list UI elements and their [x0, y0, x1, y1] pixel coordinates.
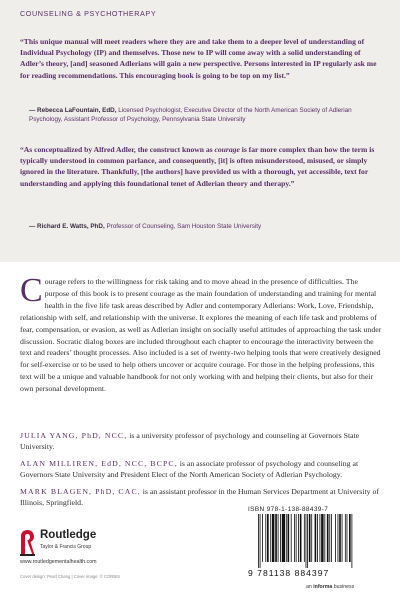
endorser-credentials-1: Licensed Psychologist, Executive Director of the North American Society of Adlerian Psychology, Assistant Professor of Psychology, Pennsylvania State University	[29, 107, 352, 124]
endorser-name-1: Rebecca LaFountain, EdD,	[37, 107, 117, 114]
barcode-bar	[306, 514, 307, 568]
endorsement-quote-2	[20, 144, 382, 189]
barcode-bar	[315, 514, 317, 562]
author-bio-text-1: is a university professor of psychology and counseling at Governors State University.	[20, 431, 360, 452]
attribution-dash: —	[29, 223, 38, 230]
barcode-bar	[296, 514, 297, 562]
attribution-dash: —	[29, 107, 38, 114]
barcode-bar	[258, 514, 259, 568]
barcode-bar	[286, 514, 287, 562]
barcode-number: 9 781138 884397	[248, 568, 330, 578]
author-name-3: MARK BLAGEN, PhD, CAC,	[20, 486, 141, 496]
endorser-credentials-2: Professor of Counseling, Sam Houston State University	[106, 223, 262, 230]
barcode-bar	[321, 514, 323, 562]
barcode-bar	[351, 514, 352, 568]
endorsements-panel	[0, 0, 400, 262]
author-bios	[20, 430, 382, 513]
barcode-bar	[349, 514, 351, 562]
description-text: ourage refers to the willingness for risk taking and to move ahead in the presence of difficulties. The purpose of this book is to present courage as the main foundation of understanding and training for mental health in the five life task areas described by Adler and contemporary Adlerians: Work, Love, Friendship, relationship with self, and relationship with the universe. It explores the meaning of each life task and problems of fear, compensation, or evasion, as well as Adlerian insight on socially useful attitudes of approaching the task under discussion. Socratic dialog boxes are included throughout each chapter to encourage the interactivity between the text and readers’ thought processes. Also included is a set of twenty-two helping tools that were creatively designed for self-exercise or to be used to help others uncover or acquire courage. For those in the helping professions, this text will be a unique and valuable handbook for not only working with and helping their clients, but also for their own personal development.	[20, 277, 382, 394]
book-description	[20, 272, 382, 395]
barcode-bar	[329, 514, 330, 562]
publisher-url[interactable]: www.routledgementalhealth.com	[20, 559, 97, 565]
barcode-bar	[291, 514, 292, 562]
barcode-bar	[298, 514, 299, 562]
barcode-bar	[331, 514, 332, 562]
publisher-block	[20, 527, 140, 563]
barcode-bars	[252, 514, 380, 570]
barcode	[248, 514, 384, 580]
barcode-bar	[347, 514, 348, 562]
barcode-bar	[270, 514, 271, 562]
quote-2-part-1: “As conceptualized by Alfred Adler, the construct known as	[20, 145, 215, 154]
barcode-bar	[262, 514, 263, 562]
informa-suffix: business	[332, 584, 355, 590]
barcode-bar	[342, 514, 343, 562]
barcode-bar	[280, 514, 281, 562]
author-name-1: JULIA YANG, PhD, NCC,	[20, 431, 128, 440]
barcode-bar	[260, 514, 261, 568]
barcode-bar	[345, 514, 346, 562]
publisher-group: Taylor & Francis Group	[40, 544, 92, 550]
barcode-bar	[338, 514, 339, 562]
barcode-bar	[282, 514, 285, 562]
barcode-bar	[278, 514, 279, 562]
barcode-bar	[320, 514, 321, 562]
author-bio-text-2: is an associate professor of psychology and counseling at Governors State University and President Elect of the North American Society of Adlerian Psychology.	[20, 458, 359, 480]
barcode-bar	[311, 514, 312, 562]
drop-cap: C	[20, 272, 43, 309]
endorsement-attribution-2	[29, 222, 384, 231]
endorsement-quote-1: “This unique manual will meet readers where they are and take them to a deeper level of understanding of Individual Psychology (IP) and themselves. Those new to IP will come away with a solid understanding of Adler’s theory, [and] seasoned Adlerians will gain a new perspective. Persons interested in IP regularly ask me for reading recommendations. This encouraging book is going to be top on my list.”	[20, 37, 377, 80]
barcode-bar	[339, 514, 341, 562]
barcode-bar	[265, 514, 266, 562]
isbn-label: ISBN 978-1-138-88439-7	[248, 506, 329, 513]
author-bio-1	[20, 430, 382, 453]
barcode-bar	[327, 514, 329, 562]
barcode-bar	[335, 514, 336, 562]
barcode-bar	[307, 514, 308, 568]
barcode-bar	[272, 514, 274, 562]
publisher-name: Routledge	[40, 529, 97, 541]
barcode-bar	[267, 514, 269, 562]
series-label: COUNSELING & PSYCHOTHERAPY	[20, 9, 157, 18]
author-bio-text-3: is an assistant professor in the Human Services Department at University of Illinois, Springfield.	[20, 486, 379, 508]
routledge-logo-icon	[20, 529, 35, 556]
barcode-bar	[300, 514, 302, 562]
barcode-bar	[324, 514, 325, 562]
informa-tagline	[306, 584, 354, 590]
endorser-name-2: Richard E. Watts, PhD,	[37, 223, 105, 230]
informa-brand: informa	[313, 584, 333, 590]
barcode-bar	[317, 514, 318, 562]
quote-2-emphasis: courage	[214, 145, 240, 154]
quote-2-part-2: is far more complex than how the term is typically understood in common parlance, and consequently, [it] is often misunderstood, misused, or simply ignored in the literature. Thankfully, [the authors] have provided us with a thorough, yet accessible, text for understanding and applying this foundational tenet of Adlerian theory and therapy.”	[20, 145, 375, 188]
author-name-2: ALAN MILLIREN, EdD, NCC, BCPC,	[20, 458, 178, 468]
informa-prefix: an	[306, 584, 314, 590]
barcode-bar	[294, 514, 295, 562]
endorsement-attribution-1	[29, 106, 384, 125]
author-bio-2	[20, 458, 382, 481]
cover-credits: Cover design: Pearl Chang | Cover image: © CORBIS	[20, 574, 121, 579]
barcode-bar	[275, 514, 277, 562]
barcode-bar	[309, 514, 311, 562]
barcode-bar	[304, 514, 305, 562]
barcode-bar	[288, 514, 290, 562]
